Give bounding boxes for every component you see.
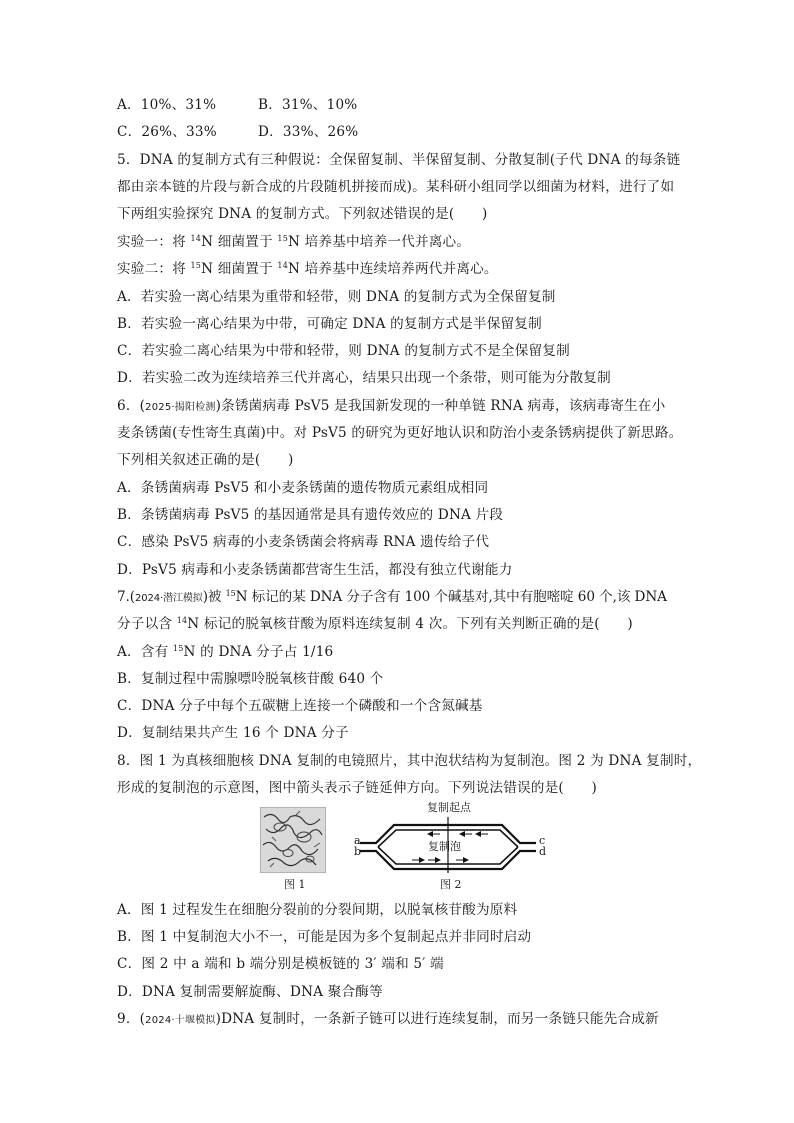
q4-option-b: B．31%、10% [258, 97, 358, 113]
q6-option-a: A．条锈菌病毒 PsV5 和小麦条锈菌的遗传物质元素组成相同 [117, 480, 489, 496]
q4-option-d: D．33%、26% [258, 124, 359, 140]
q8-option-d: D．DNA 复制需要解旋酶、DNA 聚合酶等 [117, 984, 383, 1000]
q5-option-a: A．若实验一离心结果为重带和轻带，则 DNA 的复制方式为全保留复制 [117, 289, 556, 305]
q5-experiment-1: 实验一：将 $^{14}$N 细菌置于 $^{15}$N 培养基中培养一代并离心。 [117, 234, 471, 250]
q6-stem-line-1: 6．(2025·揭阳检测)条锈菌病毒 PsV5 是我国新发现的一种单链 RNA 病毒，该病毒寄生在小 [117, 398, 666, 414]
replication-origin-label: 复制起点 [427, 801, 471, 814]
q5-experiment-2: 实验二：将 $^{15}$N 细菌置于 $^{14}$N 培养基中连续培养两代并离心。 [117, 261, 498, 277]
q8-option-a: A．图 1 过程发生在细胞分裂前的分裂间期，以脱氧核苷酸为原料 [117, 902, 518, 918]
q5-option-c: C．若实验二离心结果为中带和轻带，则 DNA 的复制方式不是全保留复制 [117, 343, 570, 359]
q8-stem-line-2: 形成的复制泡的示意图，图中箭头表示子链延伸方向。下列说法错误的是( ) [117, 780, 597, 796]
q8-figures [258, 803, 548, 893]
label-a: a [354, 834, 361, 847]
replication-bubble-label: 复制泡 [428, 840, 461, 853]
q4-option-c: C．26%、33% D．33%、26% [117, 124, 359, 140]
q8-option-b: B．图 1 中复制泡大小不一，可能是因为多个复制起点并非同时启动 [117, 929, 532, 945]
q6-stem-line-2: 麦条锈菌(专性寄生真菌)中。对 PsV5 的研究为更好地认识和防治小麦条锈病提供了新思路。 [117, 425, 683, 441]
q7-option-d: D．复制结果共产生 16 个 DNA 分子 [117, 725, 349, 741]
q7-option-c: C．DNA 分子中每个五碳糖上连接一个磷酸和一个含氮碱基 [117, 698, 483, 714]
q9-stem-line-1: 9．(2024·十堰模拟)DNA 复制时，一条新子链可以进行连续复制，而另一条链只能先合成新 [117, 1011, 659, 1027]
q8-stem-line-1: 8．图 1 为真核细胞核 DNA 复制的电镜照片，其中泡状结构为复制泡。图 2 为 DNA 复制时， [117, 753, 702, 769]
q7-source: 2024·潜江模拟 [134, 593, 203, 604]
label-c: c [539, 834, 546, 847]
q7-stem-line-2: 分子以含 $^{14}$N 标记的脱氧核苷酸为原料连续复制 4 次。下列有关判断正确的是( ) [117, 616, 633, 632]
q8-option-c: C．图 2 中 a 端和 b 端分别是模板链的 3′ 端和 5′ 端 [117, 956, 444, 972]
q5-stem-line-2: 都由亲本链的片段与新合成的片段随机拼接而成)。某科研小组同学以细菌为材料，进行了如 [117, 179, 675, 195]
q6-source: 2025·揭阳检测 [145, 402, 216, 413]
q7-option-b: B．复制过程中需腺嘌呤脱氧核苷酸 640 个 [117, 671, 384, 687]
q6-option-c: C．感染 PsV5 病毒的小麦条锈菌会将病毒 RNA 遗传给子代 [117, 534, 490, 550]
q5-stem-line-3: 下两组实验探究 DNA 的复制方式。下列叙述错误的是( ) [117, 206, 488, 222]
q7-stem-line-1: 7.(2024·潜江模拟)被 $^{15}$N 标记的某 DNA 分子含有 100 个碱基对,其中有胞嘧啶 60 个,该 DNA [117, 589, 667, 605]
figure-2-caption: 图 2 [440, 878, 462, 891]
q5-option-d: D．若实验二改为连续培养三代并离心，结果只出现一个条带，则可能为分散复制 [117, 370, 611, 386]
q6-option-b: B．条锈菌病毒 PsV5 的基因通常是具有遗传效应的 DNA 片段 [117, 507, 504, 523]
q6-stem-line-3: 下列相关叙述正确的是( ) [117, 452, 294, 468]
q5-stem-line-1: 5．DNA 的复制方式有三种假说：全保留复制、半保留复制、分散复制(子代 DNA 的每条链 [117, 152, 681, 168]
label-d: d [539, 845, 547, 858]
figure-1-caption: 图 1 [284, 878, 306, 891]
q6-option-d: D．PsV5 病毒和小麦条锈菌都营寄生生活，都没有独立代谢能力 [117, 562, 513, 578]
q5-option-b: B．若实验一离心结果为中带，可确定 DNA 的复制方式是半保留复制 [117, 316, 542, 332]
q9-source: 2024·十堰模拟 [145, 1015, 216, 1026]
label-b: b [354, 845, 362, 858]
em-photo-figure-1 [260, 807, 326, 873]
q4-option-a: A．10%、31% B．31%、10% [117, 97, 358, 113]
q7-option-a: A．含有 $^{15}$N 的 DNA 分子占 1/16 [117, 644, 334, 660]
